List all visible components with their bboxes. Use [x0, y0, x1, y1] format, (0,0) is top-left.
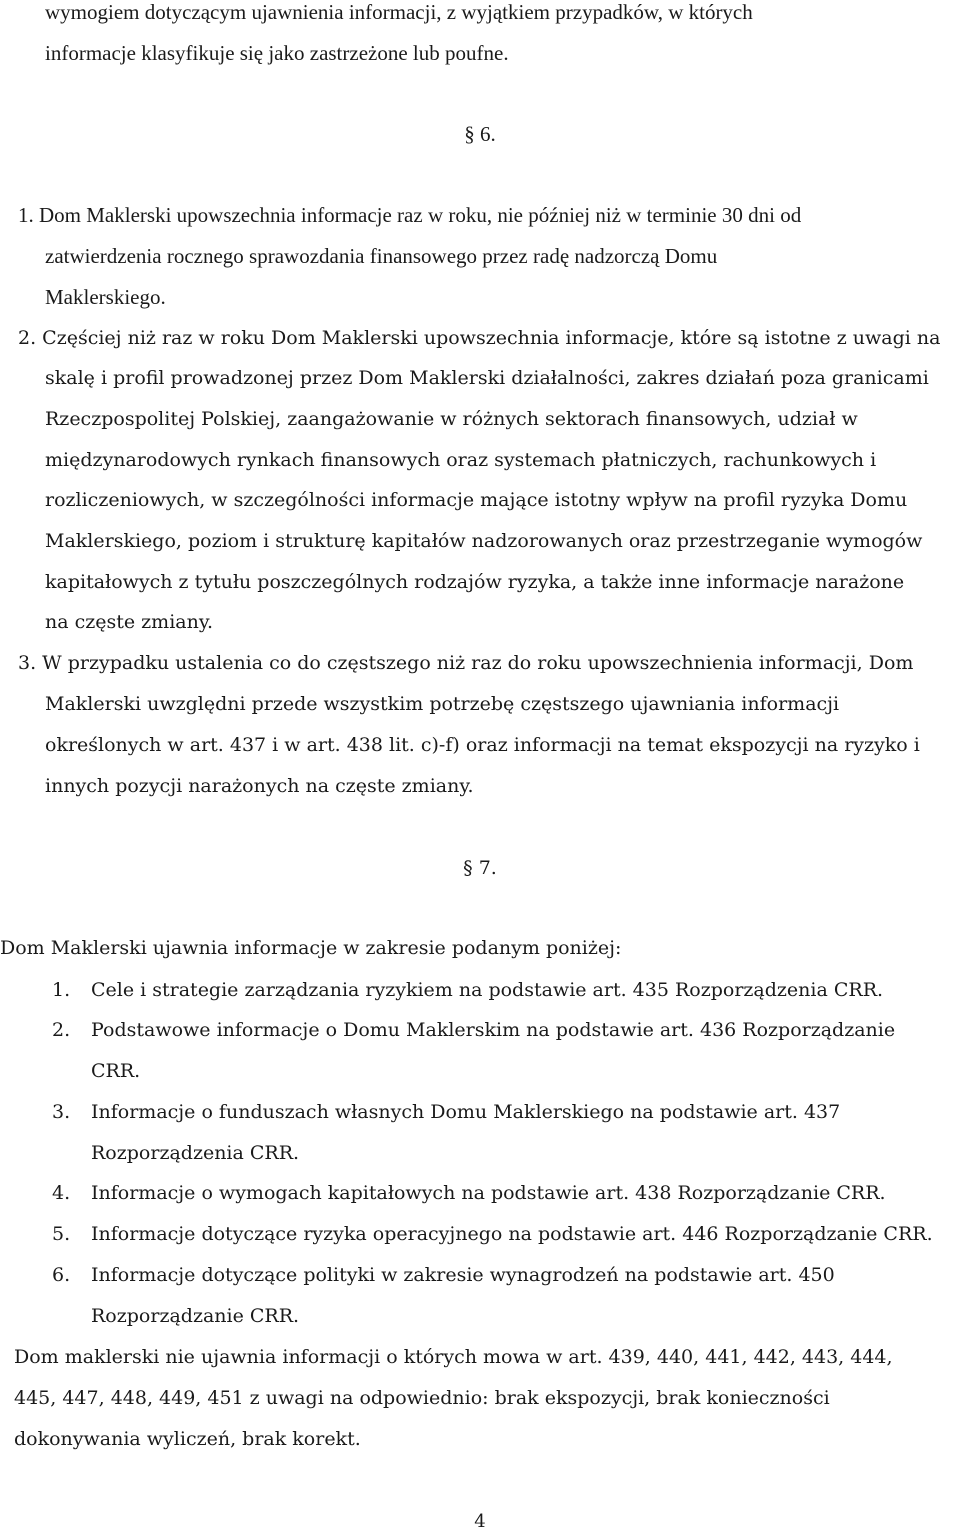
section-7-heading: § 7.: [463, 857, 497, 879]
paragraph-line: 445, 447, 448, 449, 451 z uwagi na odpowiednio: brak ekspozycji, brak konieczności: [14, 1387, 830, 1409]
paragraph-line: zatwierdzenia rocznego sprawozdania finansowego przez radę nadzorczą Domu: [45, 244, 718, 268]
section-6-heading: § 6.: [464, 122, 496, 146]
paragraph-line: określonych w art. 437 i w art. 438 lit. c)-f) oraz informacji na temat ekspozycji na ryzyko i: [45, 734, 920, 756]
paragraph-line: skalę i profil prowadzonej przez Dom Maklerski działalności, zakres działań poza granicami: [45, 367, 929, 389]
paragraph-line: międzynarodowych rynkach finansowych oraz systemach płatniczych, rachunkowych i: [45, 449, 877, 471]
list-item-text: Informacje dotyczące polityki w zakresie wynagrodzeń na podstawie art. 450: [91, 1264, 835, 1286]
paragraph-line: rozliczeniowych, w szczególności informacje mające istotny wpływ na profil ryzyka Domu: [45, 489, 908, 511]
paragraph-line: Rzeczpospolitej Polskiej, zaangażowanie w różnych sektorach finansowych, udział w: [45, 408, 858, 430]
list-item-text: Cele i strategie zarządzania ryzykiem na podstawie art. 435 Rozporządzenia CRR.: [91, 979, 884, 1001]
list-item-number: 6.: [52, 1264, 71, 1286]
list-item-number: 2.: [52, 1019, 71, 1041]
paragraph-line: innych pozycji narażonych na częste zmiany.: [45, 775, 474, 797]
list-item-text: Rozporządzenia CRR.: [91, 1142, 300, 1164]
list-item-text: Rozporządzanie CRR.: [91, 1305, 300, 1327]
list-item-number: 5.: [52, 1223, 71, 1245]
section-7-intro: Dom Maklerski ujawnia informacje w zakresie podanym poniżej:: [0, 937, 622, 959]
paragraph-line: Dom maklerski nie ujawnia informacji o których mowa w art. 439, 440, 441, 442, 443, 444,: [14, 1346, 893, 1368]
list-item-text: Informacje o wymogach kapitałowych na podstawie art. 438 Rozporządzanie CRR.: [91, 1182, 886, 1204]
list-item-text: CRR.: [91, 1060, 141, 1082]
page-number: 4: [474, 1511, 486, 1532]
paragraph-line: Maklerskiego.: [45, 285, 166, 309]
paragraph-line: dokonywania wyliczeń, brak korekt.: [14, 1428, 361, 1450]
paragraph-line: na częste zmiany.: [45, 611, 214, 633]
list-item-text: Informacje o funduszach własnych Domu Maklerskiego na podstawie art. 437: [91, 1101, 841, 1123]
paragraph-line: 3. W przypadku ustalenia co do częstszego niż raz do roku upowszechnienia informacji, Dom: [18, 652, 914, 674]
list-item-number: 1.: [52, 979, 71, 1001]
paragraph-line: 2. Częściej niż raz w roku Dom Maklerski upowszechnia informacje, które są istotne z uwagi na: [18, 327, 941, 349]
paragraph-line: Maklerski uwzględni przede wszystkim potrzebę częstszego ujawniania informacji: [45, 693, 840, 715]
paragraph-line: kapitałowych z tytułu poszczególnych rodzajów ryzyka, a także inne informacje narażone: [45, 571, 905, 593]
intro-line: wymogiem dotyczącym ujawnienia informacji, z wyjątkiem przypadków, w których: [45, 0, 753, 24]
list-item-text: Podstawowe informacje o Domu Maklerskim na podstawie art. 436 Rozporządzanie: [91, 1019, 896, 1041]
list-item-text: Informacje dotyczące ryzyka operacyjnego na podstawie art. 446 Rozporządzanie CRR.: [91, 1223, 933, 1245]
intro-line: informacje klasyfikuje się jako zastrzeżone lub poufne.: [45, 41, 509, 65]
list-item-number: 3.: [52, 1101, 71, 1123]
paragraph-line: 1. Dom Maklerski upowszechnia informacje raz w roku, nie później niż w terminie 30 dni od: [18, 203, 802, 227]
list-item-number: 4.: [52, 1182, 71, 1204]
paragraph-line: Maklerskiego, poziom i strukturę kapitałów nadzorowanych oraz przestrzeganie wymogów: [45, 530, 923, 552]
